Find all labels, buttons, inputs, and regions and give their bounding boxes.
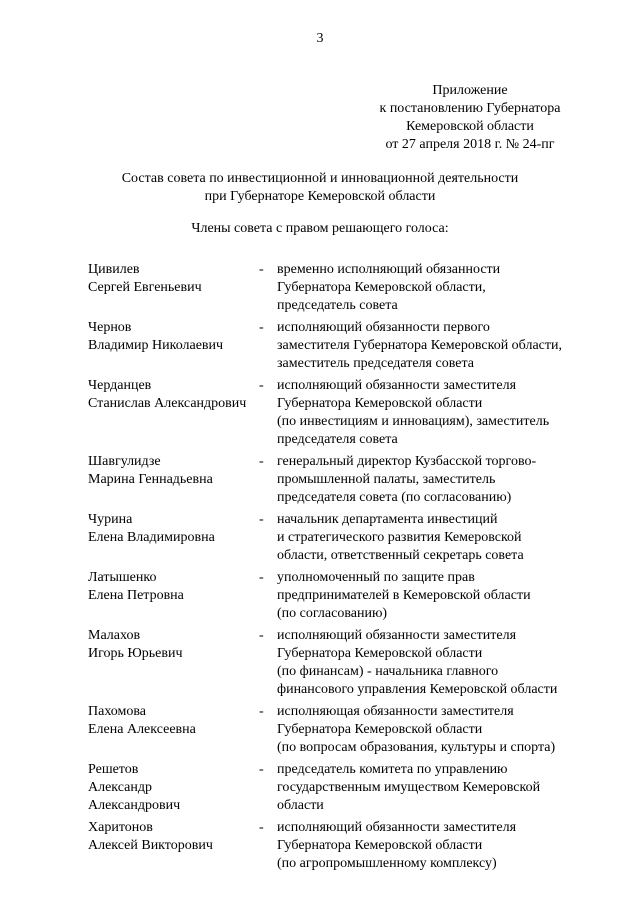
member-role-line: (по финансам) - начальника главного [277,664,499,679]
member-role-line: заместителя Губернатора Кемеровской области, [277,338,562,353]
member-role-line: и стратегического развития Кемеровской [277,530,522,545]
member-dash: - [259,628,264,643]
member-role-line: Губернатора Кемеровской области [277,838,483,853]
members-subheading: Члены совета с правом решающего голоса: [191,221,449,236]
member-role [277,377,607,449]
member-dash: - [259,704,264,719]
member-name-line: Владимир Николаевич [88,338,224,353]
member-role-line: начальник департамента инвестиций [277,512,498,527]
member-role-line: уполномоченный по защите прав [277,570,475,585]
member-role [277,453,607,507]
member-name [88,819,268,855]
member-role [277,703,607,757]
member-role-line: (по вопросам образования, культуры и спорта) [277,740,556,755]
member-name [88,511,268,547]
member-name-line: Латышенко [88,570,157,585]
member-name-line: Цивилев [88,262,140,277]
member-role-line: Губернатора Кемеровской области, [277,280,486,295]
member-role-line: председателя совета [277,432,398,447]
member-entry [0,377,640,449]
member-role-line: заместитель председателя совета [277,356,474,371]
member-role [277,511,607,565]
appendix-line: к постановлению Губернатора [379,101,561,116]
member-role-line: исполняющая обязанности заместителя [277,704,514,719]
member-name-line: Александрович [88,798,181,813]
member-entry [0,703,640,757]
member-name-line: Шавгулидзе [88,454,161,469]
member-role-line: генеральный директор Кузбасской торгово- [277,454,537,469]
member-entry [0,569,640,623]
member-role [277,319,607,373]
appendix-line: Кемеровской области [406,119,534,134]
member-role-line: государственным имуществом Кемеровской [277,780,541,795]
member-entry [0,627,640,699]
page-number: 3 [316,31,324,46]
member-role-line: председатель комитета по управлению [277,762,508,777]
member-name [88,453,268,489]
member-role-line: председателя совета (по согласованию) [277,490,512,505]
member-name-line: Александр [88,780,152,795]
member-entry [0,319,640,373]
member-dash: - [259,262,264,277]
member-name [88,319,268,355]
member-dash: - [259,762,264,777]
title-line: Состав совета по инвестиционной и инновационной деятельности [121,171,519,186]
member-role-line: (по агропромышленному комплексу) [277,856,497,871]
member-name-line: Елена Владимировна [88,530,215,545]
member-role [277,627,607,699]
member-name [88,569,268,605]
member-role-line: исполняющий обязанности заместителя [277,628,517,643]
member-dash: - [259,454,264,469]
member-name-line: Елена Алексеевна [88,722,196,737]
member-role [277,569,607,623]
member-entry [0,761,640,815]
member-role-line: Губернатора Кемеровской области [277,646,483,661]
member-role-line: финансового управления Кемеровской области [277,682,558,697]
member-role-line: (по согласованию) [277,606,388,621]
member-name-line: Марина Геннадьевна [88,472,213,487]
member-name-line: Пахомова [88,704,147,719]
member-role-line: области, ответственный секретарь совета [277,548,524,563]
member-role-line: исполняющий обязанности заместителя [277,378,517,393]
member-name-line: Черданцев [88,378,152,393]
member-name [88,703,268,739]
member-name-line: Алексей Викторович [88,838,213,853]
member-name-line: Решетов [88,762,139,777]
member-role-line: исполняющий обязанности заместителя [277,820,517,835]
member-dash: - [259,570,264,585]
member-name [88,627,268,663]
member-name-line: Елена Петровна [88,588,184,603]
member-name [88,761,268,815]
member-role [277,261,607,315]
member-name-line: Малахов [88,628,141,643]
member-role-line: Губернатора Кемеровской области [277,722,483,737]
member-role [277,761,607,815]
member-entry [0,511,640,565]
member-role-line: Губернатора Кемеровской области [277,396,483,411]
title-line: при Губернаторе Кемеровской области [204,189,436,204]
member-role-line: предпринимателей в Кемеровской области [277,588,531,603]
member-role-line: временно исполняющий обязанности [277,262,501,277]
member-role [277,819,607,873]
member-name-line: Сергей Евгеньевич [88,280,202,295]
member-name-line: Станислав Александрович [88,396,247,411]
member-dash: - [259,378,264,393]
member-name-line: Игорь Юрьевич [88,646,183,661]
member-role-line: исполняющий обязанности первого [277,320,490,335]
member-entry [0,819,640,873]
member-name-line: Харитонов [88,820,153,835]
member-role-line: области [277,798,324,813]
member-name [88,377,268,413]
member-entry [0,453,640,507]
appendix-line: от 27 апреля 2018 г. № 24-пг [385,137,555,152]
member-name-line: Чернов [88,320,132,335]
member-entry [0,261,640,315]
member-role-line: председатель совета [277,298,398,313]
member-name-line: Чурина [88,512,133,527]
member-role-line: промышленной палаты, заместитель [277,472,496,487]
member-name [88,261,268,297]
member-role-line: (по инвестициям и инновациям), заместитель [277,414,550,429]
document-title [0,170,640,206]
members-list [0,261,640,877]
member-dash: - [259,320,264,335]
appendix-block [350,82,590,154]
appendix-line: Приложение [432,83,508,98]
member-dash: - [259,820,264,835]
member-dash: - [259,512,264,527]
